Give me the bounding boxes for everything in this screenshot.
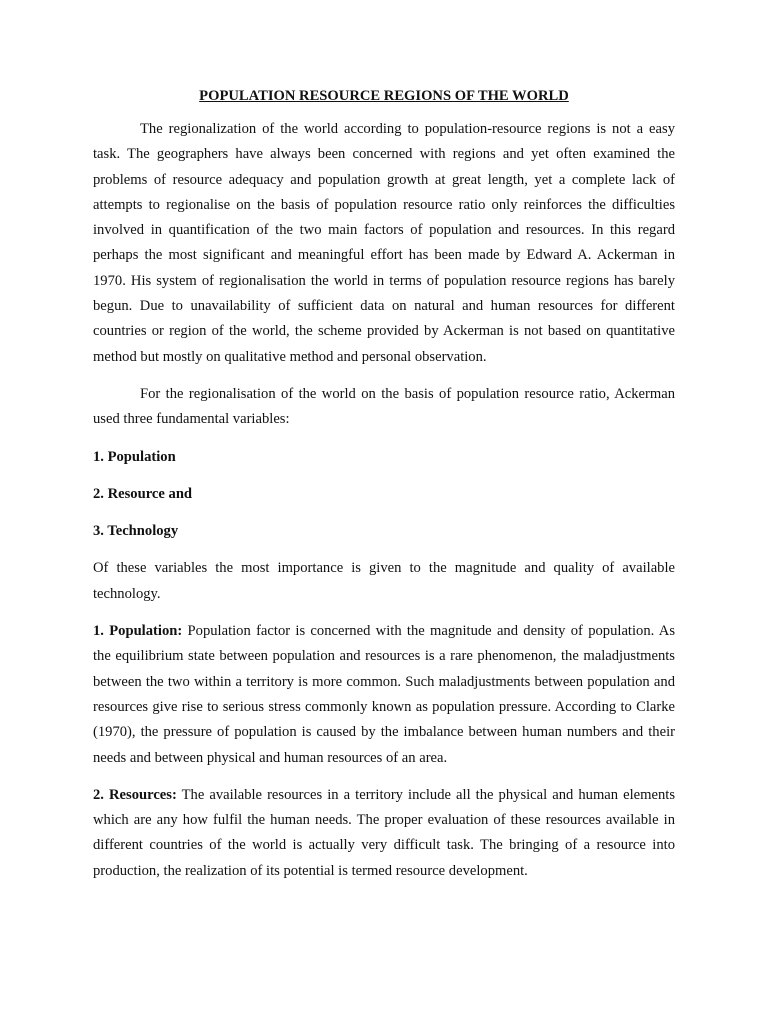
population-heading: 1. Population: xyxy=(93,623,183,640)
importance-paragraph: Of these variables the most importance is given to the magnitude and quality of available technology. xyxy=(93,560,675,602)
variables-intro-paragraph: For the regionalisation of the world on the basis of population resource ratio, Ackerman used three fundamental variables: xyxy=(93,385,675,428)
page-title: POPULATION RESOURCE REGIONS OF THE WORLD xyxy=(199,88,569,104)
intro-paragraph: The regionalization of the world according to population-resource regions is not a easy task. The geographers have always been concerned with regions and yet often examined the problems of resource adequacy and population growth at great length, yet a complete lack of attempts to regionalise on the basis of population resource ratio only reinforces the difficulties involved in quantification of the two main factors of population and resources. In this regard perhaps the most significant and meaningful effort has been made by Edward A. Ackerman in 1970. His system of regionalisation the world in terms of population resource regions has barely begun. Due to unavailability of sufficient data on natural and human resources for different countries or region of the world, the scheme provided by Ackerman is not based on quantitative method but mostly on qualitative method and personal observation. xyxy=(93,121,675,365)
population-text: Population factor is concerned with the magnitude and density of population. As the equilibrium state between population and resources is a rare phenomenon, the maladjustments between the two within a territory is more common. Such maladjustments between population and resources give rise to serious stress commonly known as population pressure. According to Clarke (1970), the pressure of population is caused by the imbalance between human numbers and their needs and between physical and human resources of an area. xyxy=(93,623,675,766)
resources-section xyxy=(93,783,675,884)
population-section xyxy=(93,619,675,771)
resources-heading: 2. Resources: xyxy=(93,786,177,803)
variable-resource: 2. Resource and xyxy=(93,485,193,502)
resources-text: The available resources in a territory include all the physical and human elements which are any how fulfil the human needs. The proper evaluation of these resources available in different countries of the world is actually very difficult task. The bringing of a resource into production, the realization of its potential is termed resource development. xyxy=(93,786,675,879)
variable-technology: 3. Technology xyxy=(93,523,179,540)
variable-population: 1. Population xyxy=(93,448,176,465)
